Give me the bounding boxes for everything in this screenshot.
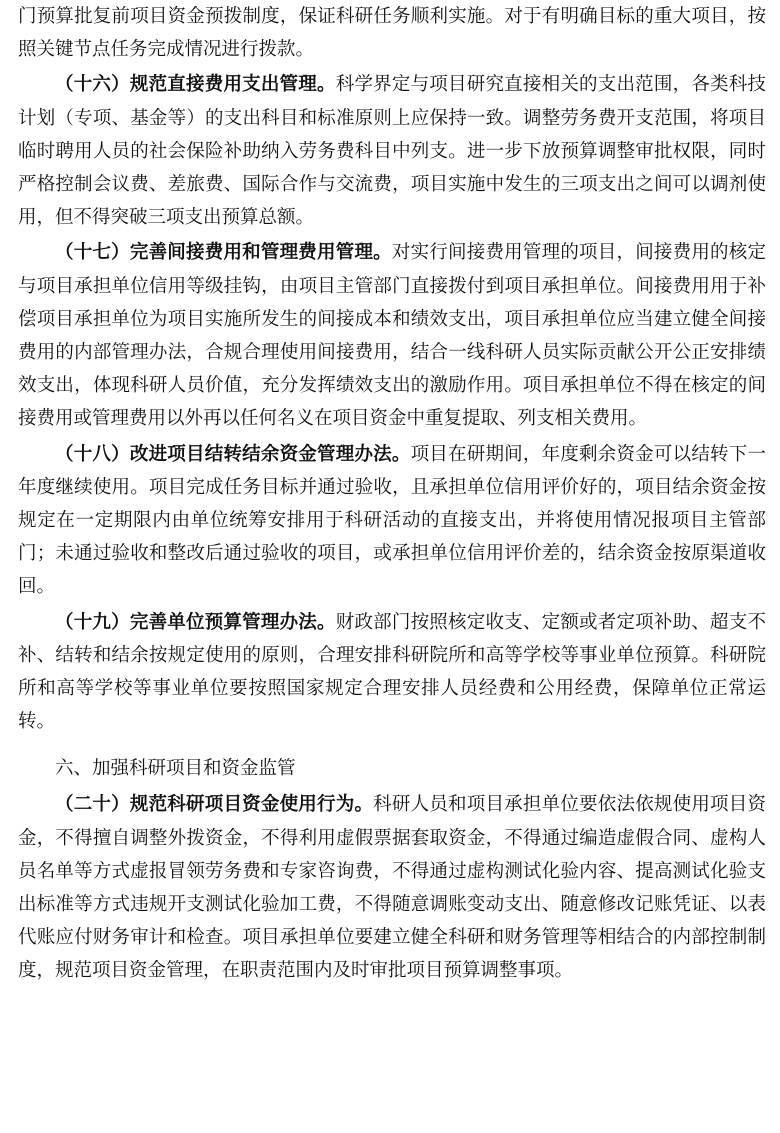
paragraph-18-body: 项目在研期间，年度剩余资金可以结转下一年度继续使用。项目完成任务目标并通过验收，且承担单位信用评价好的，项目结余资金按规定在一定期限内由单位统筹安排用于科研活动的直接支出，并将使用情况报项目主管部门；未通过验收和整改后通过验收的项目，或承担单位信用评价差的，结余资金按原渠道收回。	[18, 443, 766, 598]
paragraph-20-lead: （二十）规范科研项目资金使用行为。	[55, 794, 374, 816]
paragraph-20	[18, 788, 766, 987]
paragraph-18	[18, 438, 766, 604]
paragraph-19-lead: （十九）完善单位预算管理办法。	[55, 611, 336, 633]
paragraph-18-lead: （十八）改进项目结转结余资金管理办法。	[55, 443, 411, 465]
paragraph-19-body: 财政部门按照核定收支、定额或者定项补助、超支不补、结转和结余按规定使用的原则，合理安排科研院所和高等学校等事业单位预算。科研院所和高等学校等事业单位要按照国家规定合理安排人员经费和公用经费，保障单位正常运转。	[18, 611, 766, 733]
paragraph-17	[18, 236, 766, 435]
paragraph-16-body: 科学界定与项目研究直接相关的支出范围，各类科技计划（专项、基金等）的支出科目和标准原则上应保持一致。调整劳务费开支范围，将项目临时聘用人员的社会保险补助纳入劳务费科目中列支。进一步下放预算调整审批权限，同时严格控制会议费、差旅费、国际合作与交流费，项目实施中发生的三项支出之间可以调剂使用，但不得突破三项支出预算总额。	[18, 74, 766, 229]
paragraph-16	[18, 68, 766, 234]
paragraph-17-body: 对实行间接费用管理的项目，间接费用的核定与项目承担单位信用等级挂钩，由项目主管部门直接拨付到项目承担单位。间接费用用于补偿项目承担单位为项目实施所发生的间接成本和绩效支出，项目承担单位应当建立健全间接费用的内部管理办法，合规合理使用间接费用，结合一线科研人员实际贡献公开公正安排绩效支出，体现科研人员价值，充分发挥绩效支出的激励作用。项目承担单位不得在核定的间接费用或管理费用以外再以任何名义在项目资金中重复提取、列支相关费用。	[18, 242, 766, 430]
paragraph-16-lead: （十六）规范直接费用支出管理。	[55, 74, 336, 96]
paragraph-17-lead: （十七）完善间接费用和管理费用管理。	[55, 242, 392, 264]
paragraph-continuation: 门预算批复前项目资金预拨制度，保证科研任务顺利实施。对于有明确目标的重大项目，按照关键节点任务完成情况进行拨款。	[18, 6, 766, 61]
paragraph-19	[18, 606, 766, 739]
paragraph-20-body: 科研人员和项目承担单位要依法依规使用项目资金，不得擅自调整外拨资金，不得利用虚假票据套取资金，不得通过编造虚假合同、虚构人员名单等方式虚报冒领劳务费和专家咨询费，不得通过虚构测试化验内容、提高测试化验支出标准等方式违规开支测试化验加工费，不得随意调账变动支出、随意修改记账凭证、以表代账应付财务审计和检查。项目承担单位要建立健全科研和财务管理等相结合的内部控制制度，规范项目资金管理，在职责范围内及时审批项目预算调整事项。	[18, 794, 766, 982]
document-page	[18, 0, 766, 988]
section-heading: 六、加强科研项目和资金监管	[55, 758, 296, 780]
